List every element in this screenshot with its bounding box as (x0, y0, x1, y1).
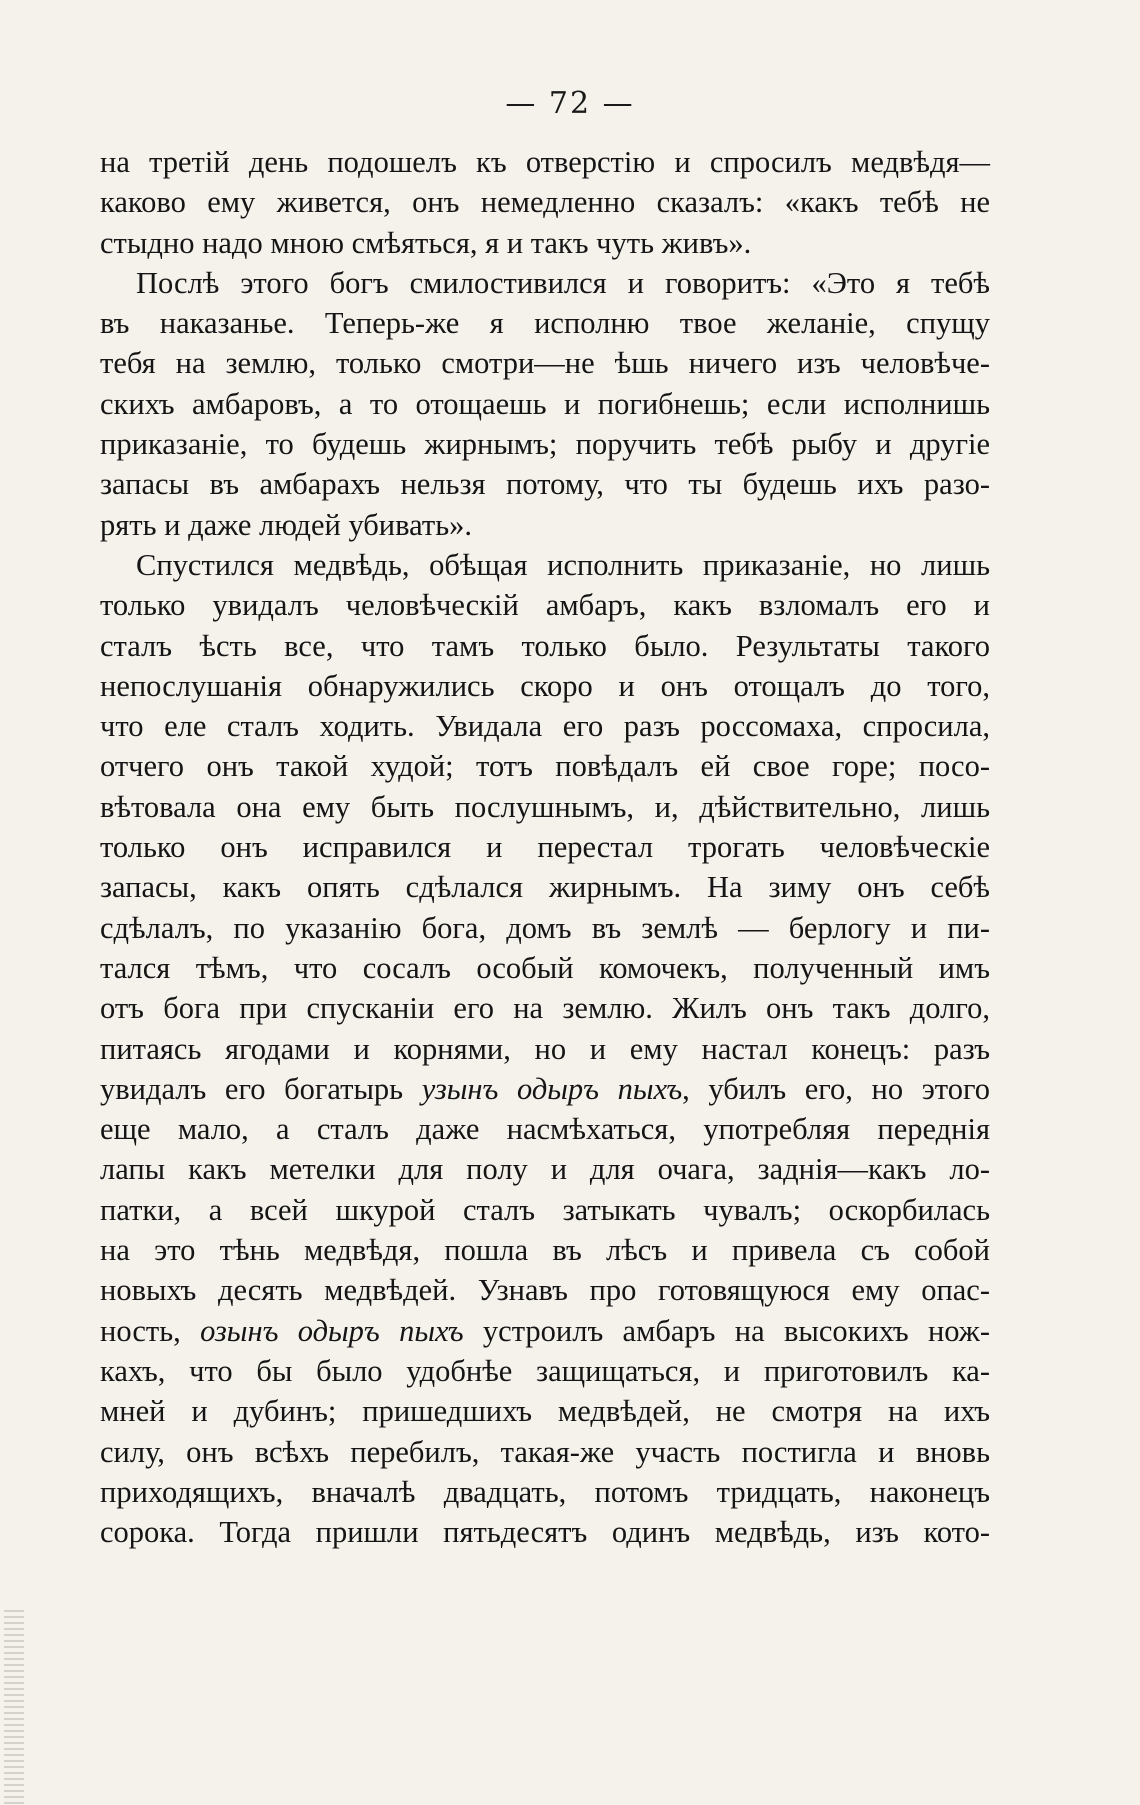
text-line-with-italic (100, 1311, 990, 1351)
text-segment: устроилъ амбаръ на высокихъ нож- (463, 1313, 990, 1348)
text-line: приказаніе, то будешь жирнымъ; поручить тебѣ рыбу и другіе (100, 427, 990, 462)
text-line: отъ бога при спусканіи его на землю. Жилъ онъ такъ долго, (100, 991, 990, 1026)
text-line: отчего онъ такой худой; тотъ повѣдалъ ей свое горе; посо- (100, 749, 990, 784)
text-line: тебя на землю, только смотри—не ѣшь ничего изъ человѣче- (100, 346, 990, 381)
text-line: стыдно надо мною смѣяться, я и такъ чуть живъ». (100, 225, 752, 260)
text-line: только онъ исправился и перестал трогать человѣческіе (100, 830, 990, 865)
text-line: запасы въ амбарахъ нельзя потому, что ты будешь ихъ разо- (100, 467, 990, 502)
text-line: сдѣлалъ, по указанію бога, домъ въ землѣ — берлогу и пи- (100, 910, 990, 945)
text-line: сталъ ѣсть все, что тамъ только было. Результаты такого (100, 628, 990, 663)
text-line: сорока. Тогда пришли пятьдесятъ одинъ медвѣдь, изъ кото- (100, 1515, 990, 1550)
text-line: кахъ, что бы было удобнѣе защищаться, и приготовилъ ка- (100, 1353, 990, 1388)
text-line: питаясь ягодами и корнями, но и ему настал конецъ: разъ (100, 1031, 990, 1066)
text-line: лапы какъ метелки для полу и для очага, заднія—какъ ло- (100, 1152, 990, 1187)
paragraph-start-line: Послѣ этого богъ смилостивился и говоритъ: «Это я тебѣ (136, 265, 990, 300)
text-line: непослушанія обнаружились скоро и онъ отощалъ до того, (100, 668, 990, 703)
text-line: только увидалъ человѣческій амбаръ, какъ взломалъ его и (100, 588, 990, 623)
text-line: приходящихъ, вначалѣ двадцать, потомъ тридцать, наконецъ (100, 1474, 990, 1509)
italic-name: узынъ одыръ пыхъ (421, 1071, 683, 1106)
text-segment: увидалъ его богатырь (100, 1071, 422, 1106)
text-line: тался тѣмъ, что сосалъ особый комочекъ, полученный имъ (100, 950, 990, 985)
text-line: рять и даже людей убивать». (100, 507, 472, 542)
text-line: патки, а всей шкурой сталъ затыкать чувалъ; оскорбилась (100, 1192, 990, 1227)
text-line: новыхъ десять медвѣдей. Узнавъ про готовящуюся ему опас- (100, 1273, 990, 1308)
paragraph-start-line: Спустился медвѣдь, обѣщая исполнить приказаніе, но лишь (136, 547, 990, 582)
text-line: на третій день подошелъ къ отверстію и спросилъ медвѣдя— (100, 145, 990, 179)
scan-edge-specks (4, 1610, 24, 1805)
italic-name: озынъ одыръ пыхъ (200, 1313, 464, 1348)
text-line: скихъ амбаровъ, а то отощаешь и погибнешь; если исполнишь (100, 386, 990, 421)
text-line: въ наказанье. Теперь-же я исполню твое желаніе, спущу (100, 306, 990, 341)
page-body (100, 142, 990, 1552)
text-line: на это тѣнь медвѣдя, пошла въ лѣсъ и привела съ собой (100, 1233, 990, 1268)
text-line: еще мало, а сталъ даже насмѣхаться, употребляя переднія (100, 1112, 990, 1147)
text-line-with-italic (100, 1069, 990, 1109)
text-line: мней и дубинъ; пришедшихъ медвѣдей, не смотря на ихъ (100, 1394, 990, 1429)
text-line: вѣтовала она ему быть послушнымъ, и, дѣйствительно, лишь (100, 789, 990, 824)
text-line: что еле сталъ ходить. Увидала его разъ россомаха, спросила, (100, 709, 990, 744)
text-line: каково ему живется, онъ немедленно сказалъ: «какъ тебѣ не (100, 185, 990, 220)
text-line: запасы, какъ опять сдѣлался жирнымъ. На зиму онъ себѣ (100, 870, 990, 905)
text-line: силу, онъ всѣхъ перебилъ, такая-же участь постигла и вновь (100, 1434, 990, 1469)
text-segment: , убилъ его, но этого (682, 1071, 990, 1106)
text-segment: ность, (100, 1313, 201, 1348)
page-number: — 72 — (505, 86, 635, 121)
